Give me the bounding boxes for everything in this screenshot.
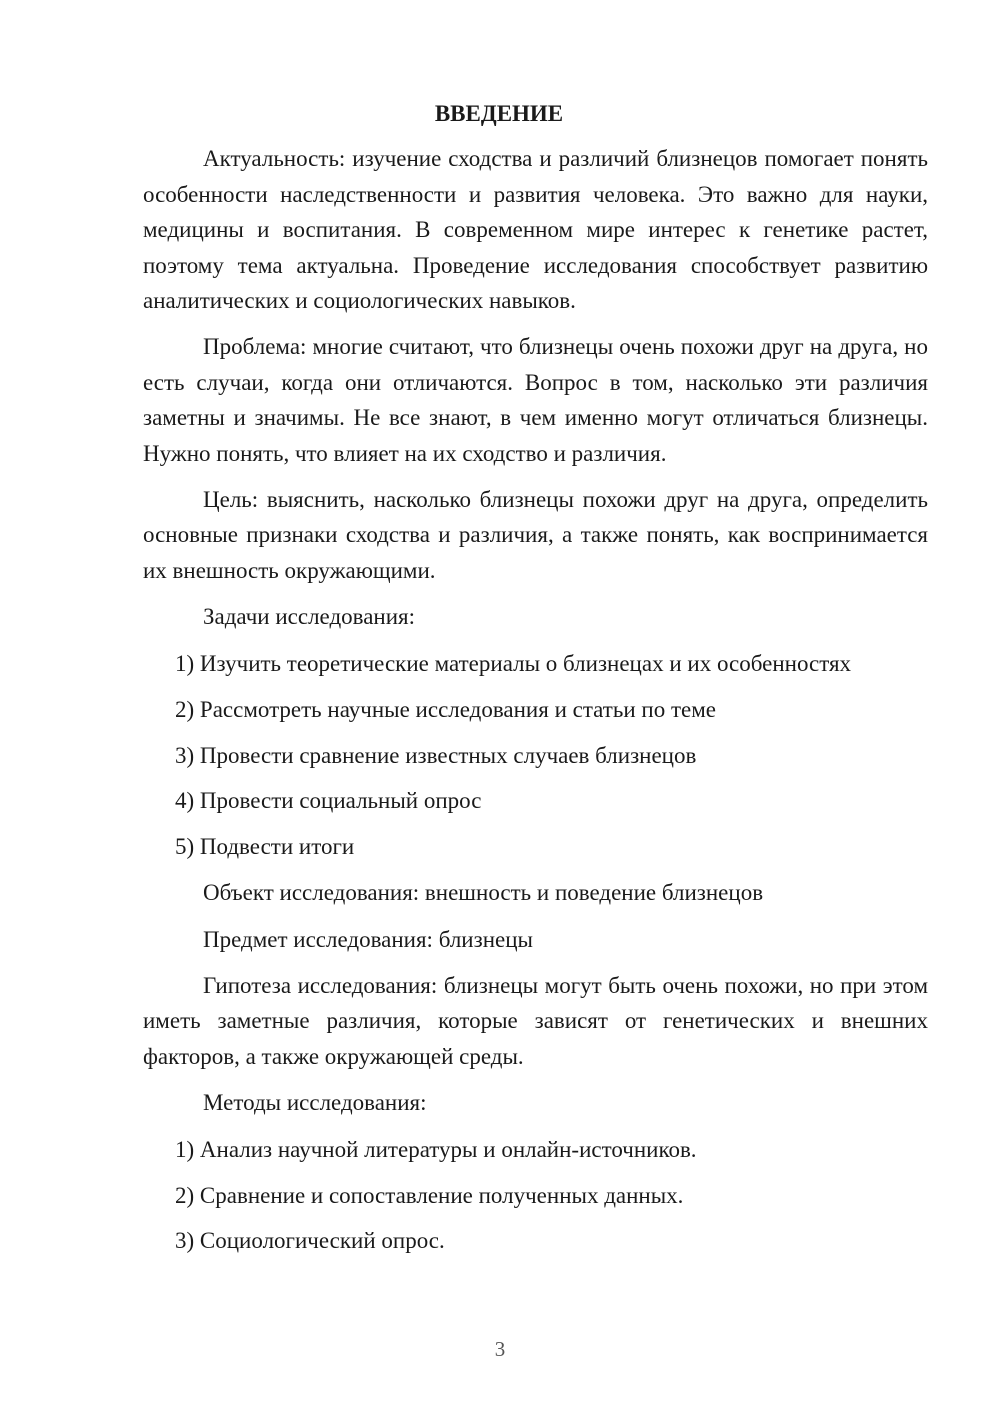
methods-list: [143, 1132, 928, 1259]
list-item: 4) Провести социальный опрос: [175, 788, 482, 814]
list-item: 2) Рассмотреть научные исследования и статьи по теме: [175, 696, 716, 722]
list-item: 3) Провести сравнение известных случаев близнецов: [175, 742, 697, 768]
tasks-list: [143, 646, 928, 865]
list-item: 1) Изучить теоретические материалы о близнецах и их особенностях: [175, 650, 852, 676]
page-number: 3: [494, 1337, 506, 1361]
hypothesis-paragraph: Гипотеза исследования: близнецы могут быть очень похожи, но при этом иметь заметные различия, которые зависят от генетических и внешних факторов, а также окружающей среды.: [143, 973, 928, 1069]
goal-paragraph: Цель: выяснить, насколько близнецы похожи друг на друга, определить основные признаки сходства и различия, а также понять, как воспринимается их внешность окружающими.: [143, 487, 928, 583]
relevance-paragraph: Актуальность: изучение сходства и различий близнецов помогает понять особенности наследственности и развития человека. Это важно для науки, медицины и воспитания. В современном мире интерес к генетике растет, поэтому тема актуальна. Проведение исследования способствует развитию аналитических и социологических навыков.: [143, 146, 928, 314]
list-item: 1) Анализ научной литературы и онлайн-источников.: [175, 1136, 697, 1162]
page-title: ВВЕДЕНИЕ: [434, 101, 564, 126]
list-item: 2) Сравнение и сопоставление полученных данных.: [175, 1182, 684, 1208]
list-item: 3) Социологический опрос.: [175, 1228, 445, 1254]
methods-heading: Методы исследования:: [203, 1090, 427, 1116]
object-paragraph: Объект исследования: внешность и поведение близнецов: [203, 880, 764, 906]
tasks-heading: Задачи исследования:: [203, 604, 416, 630]
problem-paragraph: Проблема: многие считают, что близнецы очень похожи друг на друга, но есть случаи, когда они отличаются. Вопрос в том, насколько эти различия заметны и значимы. Не все знают, в чем именно могут отличаться близнецы. Нужно понять, что влияет на их сходство и различия.: [143, 334, 928, 466]
subject-paragraph: Предмет исследования: близнецы: [203, 926, 533, 952]
list-item: 5) Подвести итоги: [175, 834, 355, 860]
